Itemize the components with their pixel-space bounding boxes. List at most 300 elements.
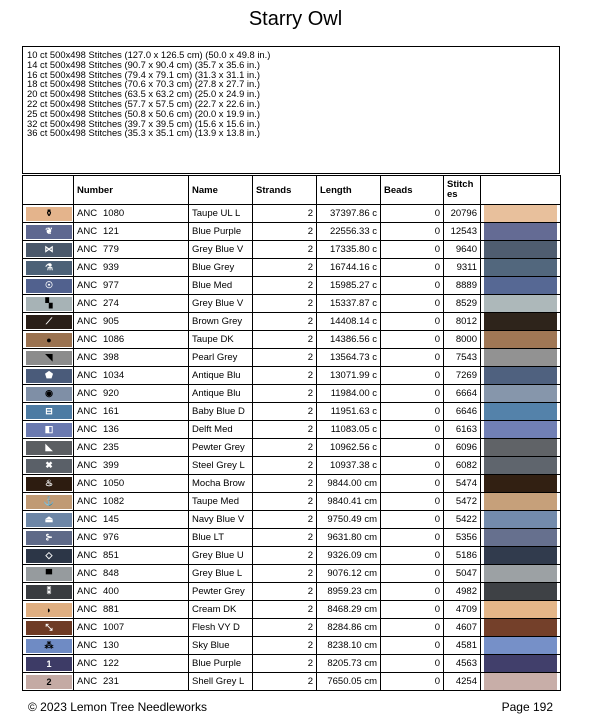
strands-cell: 2 bbox=[253, 655, 317, 673]
length-cell: 11951.63 c bbox=[317, 403, 381, 421]
color-cell bbox=[481, 313, 561, 331]
beads-cell: 0 bbox=[381, 583, 444, 601]
floss-number: 130 bbox=[103, 640, 119, 651]
color-swatch bbox=[484, 277, 557, 294]
length-cell: 14386.56 c bbox=[317, 331, 381, 349]
color-swatch bbox=[484, 205, 557, 222]
beads-cell: 0 bbox=[381, 385, 444, 403]
table-row bbox=[23, 655, 561, 673]
symbol-swatch-icon: ⤡ bbox=[26, 621, 72, 635]
fabric-size-line: 14 ct 500x498 Stitches (90.7 x 90.4 cm) (35.7 x 35.6 in.) bbox=[27, 58, 260, 70]
strands-cell: 2 bbox=[253, 403, 317, 421]
stitches-cell: 5356 bbox=[444, 529, 481, 547]
symbol-swatch-icon: ☉ bbox=[26, 279, 72, 293]
brand-label: ANC bbox=[77, 244, 98, 255]
length-cell: 9631.80 cm bbox=[317, 529, 381, 547]
fabric-size-line: 22 ct 500x498 Stitches (57.7 x 57.5 cm) (22.7 x 22.6 in.) bbox=[27, 97, 260, 109]
length-cell: 7650.05 cm bbox=[317, 673, 381, 691]
fabric-size-line: 32 ct 500x498 Stitches (39.7 x 39.5 cm) (15.6 x 15.6 in.) bbox=[27, 117, 260, 129]
floss-number: 161 bbox=[103, 406, 119, 417]
beads-cell: 0 bbox=[381, 619, 444, 637]
floss-number: 400 bbox=[103, 586, 119, 597]
brand-label: ANC bbox=[77, 622, 98, 633]
color-cell bbox=[481, 493, 561, 511]
strands-cell: 2 bbox=[253, 367, 317, 385]
symbol-swatch-icon: ⁑ bbox=[26, 585, 72, 599]
floss-number: 1086 bbox=[103, 334, 125, 345]
stitches-cell: 6646 bbox=[444, 403, 481, 421]
name-cell: Blue Purple bbox=[189, 223, 253, 241]
number-cell bbox=[74, 331, 189, 349]
color-cell bbox=[481, 385, 561, 403]
symbol-cell bbox=[23, 223, 74, 241]
strands-cell: 2 bbox=[253, 529, 317, 547]
floss-number: 881 bbox=[103, 604, 119, 615]
symbol-swatch-icon: ❦ bbox=[26, 225, 72, 239]
color-swatch bbox=[484, 637, 557, 654]
color-cell bbox=[481, 421, 561, 439]
length-cell: 17335.80 c bbox=[317, 241, 381, 259]
color-swatch bbox=[484, 349, 557, 366]
symbol-cell bbox=[23, 673, 74, 691]
symbol-cell bbox=[23, 205, 74, 223]
color-swatch bbox=[484, 421, 557, 438]
name-cell: Blue Grey bbox=[189, 259, 253, 277]
brand-label: ANC bbox=[77, 478, 98, 489]
floss-number: 274 bbox=[103, 298, 119, 309]
color-swatch bbox=[484, 385, 557, 402]
floss-number: 905 bbox=[103, 316, 119, 327]
number-cell bbox=[74, 565, 189, 583]
table-row bbox=[23, 457, 561, 475]
table-row bbox=[23, 313, 561, 331]
table-row bbox=[23, 637, 561, 655]
number-cell bbox=[74, 385, 189, 403]
name-cell: Baby Blue D bbox=[189, 403, 253, 421]
stitches-cell: 6096 bbox=[444, 439, 481, 457]
number-cell bbox=[74, 475, 189, 493]
beads-cell: 0 bbox=[381, 529, 444, 547]
table-row bbox=[23, 475, 561, 493]
name-cell: Navy Blue V bbox=[189, 511, 253, 529]
color-cell bbox=[481, 367, 561, 385]
stitches-cell: 4709 bbox=[444, 601, 481, 619]
brand-label: ANC bbox=[77, 604, 98, 615]
number-cell bbox=[74, 277, 189, 295]
strands-cell: 2 bbox=[253, 565, 317, 583]
number-cell bbox=[74, 655, 189, 673]
floss-number: 122 bbox=[103, 658, 119, 669]
name-cell: Pewter Grey bbox=[189, 439, 253, 457]
length-cell: 8238.10 cm bbox=[317, 637, 381, 655]
stitches-cell: 20796 bbox=[444, 205, 481, 223]
table-row bbox=[23, 547, 561, 565]
strands-cell: 2 bbox=[253, 475, 317, 493]
color-swatch bbox=[484, 259, 557, 276]
number-cell bbox=[74, 439, 189, 457]
strands-cell: 2 bbox=[253, 673, 317, 691]
symbol-swatch-icon: ▀ bbox=[26, 567, 72, 581]
symbol-swatch-icon: ✖ bbox=[26, 459, 72, 473]
name-cell: Grey Blue L bbox=[189, 565, 253, 583]
color-cell bbox=[481, 619, 561, 637]
symbol-swatch-icon: ◗ bbox=[26, 603, 72, 617]
stitches-cell: 9640 bbox=[444, 241, 481, 259]
strands-cell: 2 bbox=[253, 313, 317, 331]
number-cell bbox=[74, 601, 189, 619]
color-swatch bbox=[484, 241, 557, 258]
stitches-cell: 4254 bbox=[444, 673, 481, 691]
length-cell: 9840.41 cm bbox=[317, 493, 381, 511]
number-cell bbox=[74, 367, 189, 385]
symbol-swatch-icon: ⬟ bbox=[26, 369, 72, 383]
stitches-cell: 9311 bbox=[444, 259, 481, 277]
beads-cell: 0 bbox=[381, 475, 444, 493]
brand-label: ANC bbox=[77, 334, 98, 345]
symbol-cell bbox=[23, 421, 74, 439]
strands-cell: 2 bbox=[253, 421, 317, 439]
number-cell bbox=[74, 493, 189, 511]
symbol-cell bbox=[23, 313, 74, 331]
brand-label: ANC bbox=[77, 424, 98, 435]
name-cell: Grey Blue V bbox=[189, 295, 253, 313]
brand-label: ANC bbox=[77, 532, 98, 543]
table-row bbox=[23, 331, 561, 349]
number-cell bbox=[74, 673, 189, 691]
stitches-cell: 5047 bbox=[444, 565, 481, 583]
symbol-cell bbox=[23, 259, 74, 277]
strands-cell: 2 bbox=[253, 331, 317, 349]
symbol-cell bbox=[23, 439, 74, 457]
table-row bbox=[23, 601, 561, 619]
length-cell: 16744.16 c bbox=[317, 259, 381, 277]
symbol-header bbox=[23, 176, 74, 205]
stitches-cell: 5472 bbox=[444, 493, 481, 511]
symbol-cell bbox=[23, 547, 74, 565]
name-cell: Shell Grey L bbox=[189, 673, 253, 691]
color-swatch bbox=[484, 619, 557, 636]
length-cell: 14408.14 c bbox=[317, 313, 381, 331]
brand-label: ANC bbox=[77, 676, 98, 687]
number-cell bbox=[74, 259, 189, 277]
color-cell bbox=[481, 403, 561, 421]
stitches-cell: 7269 bbox=[444, 367, 481, 385]
floss-number: 398 bbox=[103, 352, 119, 363]
floss-number: 939 bbox=[103, 262, 119, 273]
length-header: Length bbox=[317, 176, 381, 205]
color-cell bbox=[481, 511, 561, 529]
fabric-size-line: 18 ct 500x498 Stitches (70.6 x 70.3 cm) (27.8 x 27.7 in.) bbox=[27, 78, 260, 90]
stitches-cell: 7543 bbox=[444, 349, 481, 367]
length-cell: 9326.09 cm bbox=[317, 547, 381, 565]
table-row bbox=[23, 565, 561, 583]
symbol-swatch-icon: ⚗ bbox=[26, 261, 72, 275]
length-cell: 8205.73 cm bbox=[317, 655, 381, 673]
name-cell: Blue Purple bbox=[189, 655, 253, 673]
table-row bbox=[23, 223, 561, 241]
strands-cell: 2 bbox=[253, 619, 317, 637]
symbol-cell bbox=[23, 493, 74, 511]
beads-cell: 0 bbox=[381, 655, 444, 673]
brand-label: ANC bbox=[77, 496, 98, 507]
name-cell: Taupe UL L bbox=[189, 205, 253, 223]
symbol-swatch-icon: ◇ bbox=[26, 549, 72, 563]
beads-cell: 0 bbox=[381, 421, 444, 439]
floss-table bbox=[22, 175, 561, 691]
color-cell bbox=[481, 223, 561, 241]
symbol-swatch-icon: ⋈ bbox=[26, 243, 72, 257]
length-cell: 9076.12 cm bbox=[317, 565, 381, 583]
symbol-cell bbox=[23, 601, 74, 619]
stitches-cell: 5474 bbox=[444, 475, 481, 493]
number-cell bbox=[74, 619, 189, 637]
symbol-cell bbox=[23, 637, 74, 655]
table-row bbox=[23, 583, 561, 601]
name-cell: Pewter Grey bbox=[189, 583, 253, 601]
symbol-swatch-icon: 2 bbox=[26, 675, 72, 689]
symbol-cell bbox=[23, 655, 74, 673]
beads-cell: 0 bbox=[381, 331, 444, 349]
symbol-cell bbox=[23, 277, 74, 295]
symbol-cell bbox=[23, 241, 74, 259]
table-row bbox=[23, 367, 561, 385]
color-swatch bbox=[484, 583, 557, 600]
symbol-cell bbox=[23, 529, 74, 547]
name-cell: Antique Blu bbox=[189, 367, 253, 385]
copyright-text: © 2023 Lemon Tree Needleworks bbox=[28, 700, 207, 714]
number-cell bbox=[74, 421, 189, 439]
length-cell: 11984.00 c bbox=[317, 385, 381, 403]
symbol-cell bbox=[23, 565, 74, 583]
beads-cell: 0 bbox=[381, 277, 444, 295]
beads-cell: 0 bbox=[381, 457, 444, 475]
brand-label: ANC bbox=[77, 388, 98, 399]
color-cell bbox=[481, 277, 561, 295]
strands-cell: 2 bbox=[253, 601, 317, 619]
number-cell bbox=[74, 457, 189, 475]
number-cell bbox=[74, 529, 189, 547]
length-cell: 8284.86 cm bbox=[317, 619, 381, 637]
color-cell bbox=[481, 583, 561, 601]
symbol-swatch-icon: ▚ bbox=[26, 297, 72, 311]
length-cell: 13564.73 c bbox=[317, 349, 381, 367]
table-row bbox=[23, 277, 561, 295]
brand-label: ANC bbox=[77, 370, 98, 381]
symbol-cell bbox=[23, 619, 74, 637]
number-cell bbox=[74, 205, 189, 223]
beads-cell: 0 bbox=[381, 511, 444, 529]
symbol-cell bbox=[23, 331, 74, 349]
beads-cell: 0 bbox=[381, 547, 444, 565]
strands-cell: 2 bbox=[253, 457, 317, 475]
table-row bbox=[23, 673, 561, 691]
color-swatch bbox=[484, 511, 557, 528]
symbol-swatch-icon: ◥ bbox=[26, 351, 72, 365]
brand-label: ANC bbox=[77, 568, 98, 579]
strands-cell: 2 bbox=[253, 349, 317, 367]
strands-cell: 2 bbox=[253, 439, 317, 457]
brand-label: ANC bbox=[77, 280, 98, 291]
brand-label: ANC bbox=[77, 514, 98, 525]
table-row bbox=[23, 493, 561, 511]
color-swatch bbox=[484, 529, 557, 546]
floss-number: 977 bbox=[103, 280, 119, 291]
floss-number: 851 bbox=[103, 550, 119, 561]
symbol-swatch-icon: ⏏ bbox=[26, 513, 72, 527]
number-cell bbox=[74, 295, 189, 313]
number-cell bbox=[74, 403, 189, 421]
length-cell: 11083.05 c bbox=[317, 421, 381, 439]
beads-cell: 0 bbox=[381, 259, 444, 277]
symbol-swatch-icon: ⁂ bbox=[26, 639, 72, 653]
number-cell bbox=[74, 241, 189, 259]
table-row bbox=[23, 205, 561, 223]
brand-label: ANC bbox=[77, 262, 98, 273]
color-swatch bbox=[484, 475, 557, 492]
fabric-size-line: 36 ct 500x498 Stitches (35.3 x 35.1 cm) (13.9 x 13.8 in.) bbox=[27, 127, 260, 139]
floss-number: 399 bbox=[103, 460, 119, 471]
color-swatch bbox=[484, 439, 557, 456]
fabric-size-line: 10 ct 500x498 Stitches (127.0 x 126.5 cm) (50.0 x 49.8 in.) bbox=[27, 49, 271, 60]
color-swatch bbox=[484, 565, 557, 582]
floss-number: 1082 bbox=[103, 496, 125, 507]
beads-cell: 0 bbox=[381, 349, 444, 367]
color-swatch bbox=[484, 367, 557, 384]
strands-cell: 2 bbox=[253, 385, 317, 403]
name-cell: Grey Blue V bbox=[189, 241, 253, 259]
brand-label: ANC bbox=[77, 316, 98, 327]
color-cell bbox=[481, 601, 561, 619]
stitches-cell: 4581 bbox=[444, 637, 481, 655]
symbol-swatch-icon: 1 bbox=[26, 657, 72, 671]
floss-number: 136 bbox=[103, 424, 119, 435]
beads-cell: 0 bbox=[381, 223, 444, 241]
symbol-cell bbox=[23, 475, 74, 493]
beads-cell: 0 bbox=[381, 637, 444, 655]
symbol-swatch-icon: ⚓ bbox=[26, 495, 72, 509]
strands-cell: 2 bbox=[253, 583, 317, 601]
stitches-cell: 6664 bbox=[444, 385, 481, 403]
beads-cell: 0 bbox=[381, 205, 444, 223]
color-cell bbox=[481, 295, 561, 313]
color-cell bbox=[481, 637, 561, 655]
fabric-size-line: 20 ct 500x498 Stitches (63.5 x 63.2 cm) (25.0 x 24.9 in.) bbox=[27, 88, 260, 100]
color-cell bbox=[481, 331, 561, 349]
color-cell bbox=[481, 457, 561, 475]
stitches-cell: 4563 bbox=[444, 655, 481, 673]
beads-cell: 0 bbox=[381, 493, 444, 511]
beads-cell: 0 bbox=[381, 673, 444, 691]
beads-cell: 0 bbox=[381, 295, 444, 313]
stitches-cell: 5422 bbox=[444, 511, 481, 529]
fabric-size-list bbox=[22, 46, 560, 174]
page-title: Starry Owl bbox=[248, 8, 343, 30]
table-header-row bbox=[23, 176, 561, 205]
color-cell bbox=[481, 547, 561, 565]
length-cell: 10962.56 c bbox=[317, 439, 381, 457]
stitches-cell: 8000 bbox=[444, 331, 481, 349]
symbol-swatch-icon: ◣ bbox=[26, 441, 72, 455]
stitches-cell: 6082 bbox=[444, 457, 481, 475]
name-cell: Flesh VY D bbox=[189, 619, 253, 637]
color-swatch bbox=[484, 493, 557, 510]
symbol-cell bbox=[23, 457, 74, 475]
number-cell bbox=[74, 313, 189, 331]
strands-cell: 2 bbox=[253, 547, 317, 565]
length-cell: 8959.23 cm bbox=[317, 583, 381, 601]
length-cell: 22556.33 c bbox=[317, 223, 381, 241]
length-cell: 15337.87 c bbox=[317, 295, 381, 313]
beads-cell: 0 bbox=[381, 403, 444, 421]
symbol-cell bbox=[23, 403, 74, 421]
length-cell: 15985.27 c bbox=[317, 277, 381, 295]
number-cell bbox=[74, 583, 189, 601]
number-cell bbox=[74, 547, 189, 565]
brand-label: ANC bbox=[77, 586, 98, 597]
brand-label: ANC bbox=[77, 640, 98, 651]
color-cell bbox=[481, 439, 561, 457]
table-row bbox=[23, 295, 561, 313]
strands-cell: 2 bbox=[253, 295, 317, 313]
symbol-swatch-icon: ● bbox=[26, 333, 72, 347]
symbol-cell bbox=[23, 511, 74, 529]
brand-label: ANC bbox=[77, 226, 98, 237]
color-cell bbox=[481, 529, 561, 547]
stitches-cell: 8012 bbox=[444, 313, 481, 331]
floss-number: 779 bbox=[103, 244, 119, 255]
brand-label: ANC bbox=[77, 442, 98, 453]
symbol-swatch-icon: ◉ bbox=[26, 387, 72, 401]
name-cell: Blue Med bbox=[189, 277, 253, 295]
fabric-size-line: 16 ct 500x498 Stitches (79.4 x 79.1 cm) (31.3 x 31.1 in.) bbox=[27, 68, 260, 80]
name-cell: Pearl Grey bbox=[189, 349, 253, 367]
color-swatch bbox=[484, 655, 557, 672]
name-cell: Sky Blue bbox=[189, 637, 253, 655]
table-row bbox=[23, 241, 561, 259]
strands-header: Strands bbox=[253, 176, 317, 205]
beads-header: Beads bbox=[381, 176, 444, 205]
beads-cell: 0 bbox=[381, 313, 444, 331]
table-row bbox=[23, 403, 561, 421]
floss-number: 145 bbox=[103, 514, 119, 525]
table-row bbox=[23, 385, 561, 403]
name-cell: Taupe Med bbox=[189, 493, 253, 511]
strands-cell: 2 bbox=[253, 259, 317, 277]
name-cell: Steel Grey L bbox=[189, 457, 253, 475]
length-cell: 9750.49 cm bbox=[317, 511, 381, 529]
stitches-cell: 8529 bbox=[444, 295, 481, 313]
floss-number: 920 bbox=[103, 388, 119, 399]
stitches-header: Stitch es bbox=[444, 176, 481, 205]
beads-cell: 0 bbox=[381, 439, 444, 457]
color-swatch bbox=[484, 223, 557, 240]
strands-cell: 2 bbox=[253, 493, 317, 511]
symbol-cell bbox=[23, 349, 74, 367]
name-cell: Mocha Brow bbox=[189, 475, 253, 493]
strands-cell: 2 bbox=[253, 223, 317, 241]
brand-label: ANC bbox=[77, 208, 98, 219]
name-cell: Delft Med bbox=[189, 421, 253, 439]
length-cell: 9844.00 cm bbox=[317, 475, 381, 493]
brand-label: ANC bbox=[77, 658, 98, 669]
symbol-swatch-icon: ♨ bbox=[26, 477, 72, 491]
length-cell: 10937.38 c bbox=[317, 457, 381, 475]
number-cell bbox=[74, 511, 189, 529]
number-cell bbox=[74, 223, 189, 241]
brand-label: ANC bbox=[77, 298, 98, 309]
symbol-swatch-icon: ⊟ bbox=[26, 405, 72, 419]
color-cell bbox=[481, 655, 561, 673]
